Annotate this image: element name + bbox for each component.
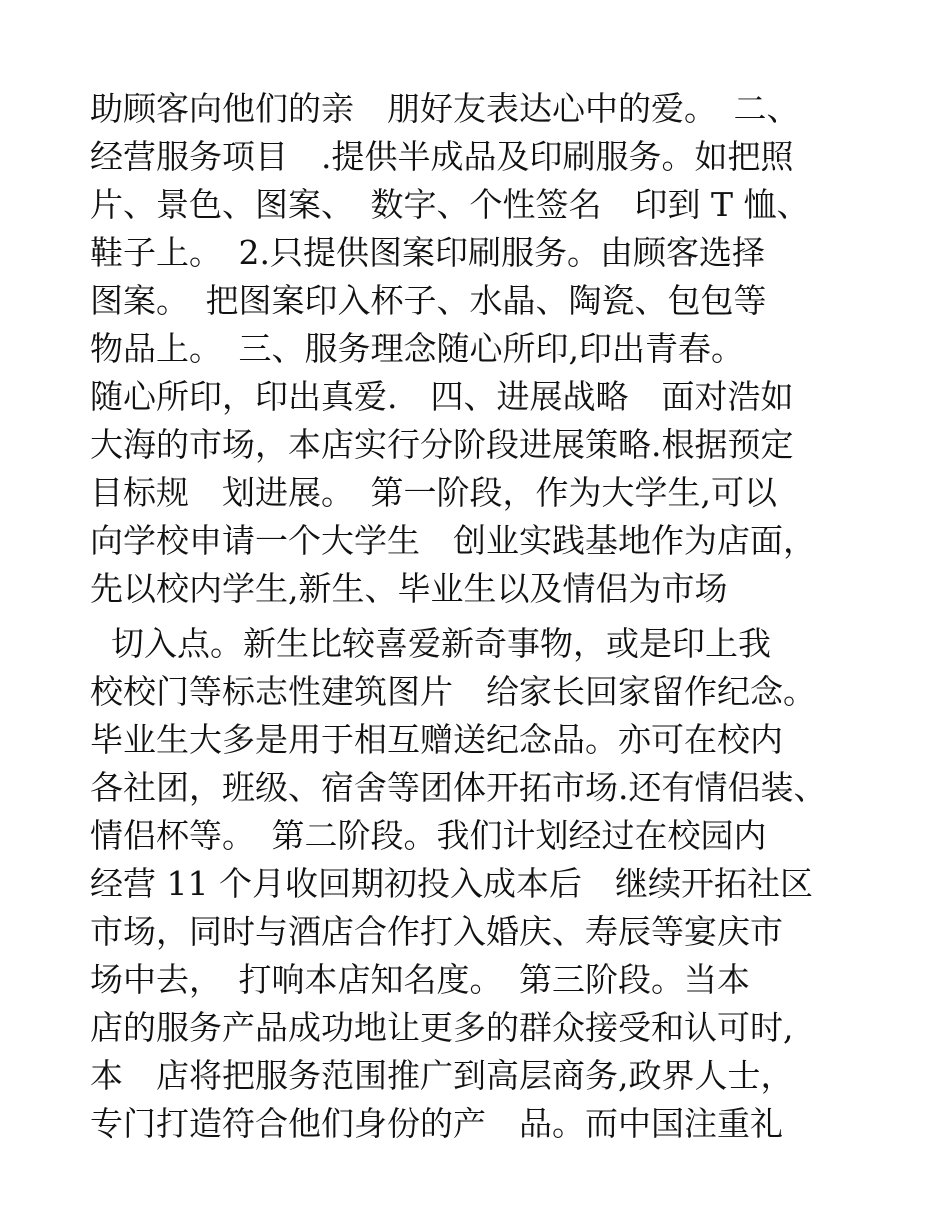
text-line: 目标规 划进展。 第一阶段，作为大学生,可以 [90, 473, 777, 512]
text-line: 市场，同时与酒店合作打入婚庆、寿辰等宴庆市 [90, 912, 783, 951]
text-line: 经营 11 个月收回期初投入成本后 继续开拓社区 [90, 864, 813, 903]
text-line: 本 店将把服务范围推广到高层商务,政界人士， [90, 1056, 794, 1095]
text-line: 店的服务产品成功地让更多的群众接受和认可时, [90, 1008, 794, 1047]
text-line: 切入点。新生比较喜爱新奇事物，或是印上我 [90, 624, 771, 663]
text-line: 鞋子上。 2.只提供图案印刷服务。由顾客选择 [90, 233, 765, 272]
text-line: 情侣杯等。 第二阶段。我们计划经过在校园内 [90, 816, 767, 855]
text-line: 各社团，班级、宿舍等团体开拓市场.还有情侣装、 [90, 768, 827, 807]
text-line: 助顾客向他们的亲 朋好友表达心中的爱。 二、 [90, 89, 800, 128]
text-line: 场中去， 打响本店知名度。 第三阶段。当本 [90, 960, 750, 999]
text-line: 片、景色、图案、 数字、个性签名 印到 T 恤、 [90, 185, 810, 224]
text-line: 专门打造符合他们身份的产 品。而中国注重礼 [90, 1104, 783, 1143]
text-line: 向学校申请一个大学生 创业实践基地作为店面， [90, 521, 816, 560]
text-line: 随心所印，印出真爱. 四、进展战略 面对浩如 [90, 377, 794, 416]
text-line: 经营服务项目 .提供半成品及印刷服务。如把照 [90, 137, 794, 176]
text-line: 先以校内学生,新生、毕业生以及情侣为市场 [90, 569, 728, 608]
text-line: 图案。 把图案印入杯子、水晶、陶瓷、包包等 [90, 281, 767, 320]
text-line: 大海的市场，本店实行分阶段进展策略.根据预定 [90, 425, 794, 464]
text-line: 毕业生大多是用于相互赠送纪念品。亦可在校内 [90, 720, 783, 759]
text-line: 物品上。 三、服务理念随心所印,印出青春。 [90, 329, 744, 368]
text-line: 校校门等标志性建筑图片 给家长回家留作纪念。 [90, 672, 816, 711]
